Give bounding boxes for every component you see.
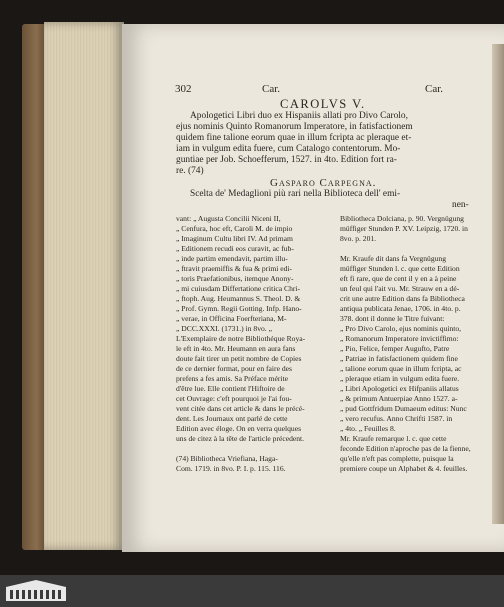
column-line: feconde Edition n'aproche pas de la fienne, — [340, 444, 471, 453]
column-line: müffiger Stunden P. XV. Leipzig, 1720. in — [340, 224, 468, 233]
column-line: un feul qui l'ait vu. Mr. Strauw en a dé- — [340, 284, 460, 293]
column-line: „ talione eorum quae in illum fcripta, ac — [340, 364, 462, 373]
column-line: „ DCC.XXXI. (1731.) in 8vo. „ — [176, 324, 272, 333]
column-line: (74) Bibliotheca Vriefiana, Haga- — [176, 454, 278, 463]
column-line: le eft in 4to. Mr. Heumann en aura fans — [176, 344, 296, 353]
entry-line: quidem fine talione eorum quae in illum fcripta ac pleraque et- — [176, 133, 412, 143]
column-line: Bibliotheca Dolciana, p. 90. Vergnügung — [340, 214, 464, 223]
page-edges — [44, 22, 124, 550]
column-line — [176, 444, 326, 454]
column-line: „ ftoph. Aug. Heumannus S. Theol. D. & — [176, 294, 301, 303]
entry-line: re. (74) — [176, 166, 204, 176]
library-logo-icon — [4, 579, 68, 603]
column-line: crit une autre Edition dans fa Bibliotheca — [340, 294, 465, 303]
column-line: „ 4to. „ Feuilles 8. — [340, 424, 396, 433]
column-line: vant: „ Augusta Concilii Niceni II, — [176, 214, 281, 223]
viewer-footer-bar — [0, 575, 504, 607]
column-line: „ pleraque etiam in vulgum edita fuere. — [340, 374, 460, 383]
left-running-head: Car. — [262, 83, 281, 95]
column-line: „ verae, in Officina Foerfteriana, M- — [176, 314, 287, 323]
column-line: uns de citez à la tête de l'article précedent. — [176, 434, 305, 443]
column-line: „ mi cuiusdam Differtatione critica Chri- — [176, 284, 301, 293]
column-line: Mr. Kraufe dit dans fa Vergnügung — [340, 254, 447, 263]
column-line: „ Cenfura, hoc eft, Caroli M. de impio — [176, 224, 293, 233]
entry-line: Apologetici Libri duo ex Hispaniis allati pro Divo Carolo, — [190, 111, 408, 121]
column-line: „ Romanorum Imperatore invictiffimo: — [340, 334, 459, 343]
column-line: „ Editionem recudi eos curavit, ac fub- — [176, 244, 294, 253]
column-line: qu'elle n'eft pas complette, puisque la — [340, 454, 454, 463]
column-line: „ ftravit praemiffis & fua & primi edi- — [176, 264, 293, 273]
column-line: „ vero recufus. Anno Chrifti 1587. in — [340, 414, 453, 423]
column-line — [340, 244, 486, 254]
column-line: „ & primum Antuerpiae Anno 1527. a- — [340, 394, 458, 403]
column-line: premiere coupe un Alphabet & 4. feuilles. — [340, 464, 468, 473]
column-line: vent citée dans cet article & dans le précé- — [176, 404, 305, 413]
page-number: 302 — [175, 83, 192, 95]
column-line: d'être lue. Elle contient l'Hiftoire de — [176, 384, 285, 393]
facing-page-edge — [492, 44, 504, 524]
column-line: „ Libri Apologetici ex Hifpaniis allatus — [340, 384, 459, 393]
column-line: müffiger Stunden l. c. que cette Edition — [340, 264, 460, 273]
column-line: eft fi rare, que de cent il y en a à peine — [340, 274, 457, 283]
column-line: cet Ouvrage: c'eft pourquoi je l'ai fou- — [176, 394, 292, 403]
right-running-head: Car. — [425, 83, 444, 95]
column-line: „ Patriae in fatisfactionem quidem fine — [340, 354, 458, 363]
column-line: de ce dernier format, pour en faire des — [176, 364, 292, 373]
column-line: „ Imaginum Cultu libri IV. Ad primam — [176, 234, 293, 243]
entry-line: Scelta de' Medaglioni più rari nella Biblioteca dell' emi- — [190, 189, 401, 199]
column-line: „ inde partim emendavit, partim illu- — [176, 254, 288, 263]
column-line: „ Prof. Gymn. Regii Gotting. Infp. Hano- — [176, 304, 302, 313]
right-column — [340, 214, 486, 476]
column-line: Mr. Kraufe remarque l. c. que cette — [340, 434, 447, 443]
column-line: „ toris Praefationibus, itemque Anony- — [176, 274, 294, 283]
entry-heading: CAROLVS V. — [280, 97, 366, 111]
column-line: 8vo. p. 201. — [340, 234, 377, 243]
column-line: doute fait tirer un petit nombre de Copies — [176, 354, 302, 363]
column-line: antiqua publicata Jenae, 1706. in 4to. p. — [340, 304, 461, 313]
entry-line: guntiae per Job. Schoefferum, 1527. in 4to. Edition fort ra- — [176, 155, 397, 165]
entry-line: iam in vulgum edita fuere, cum Catalogo contentorum. Mo- — [176, 144, 401, 154]
column-line: dent. Les Journaux ont parlé de cette — [176, 414, 288, 423]
column-line: L'Exemplaire de notre Bibliothéque Roya- — [176, 334, 306, 343]
entry-line: nen- — [452, 200, 469, 210]
column-line: „ Pio, Felice, femper Augufto, Patre — [340, 344, 450, 353]
entry-heading: Gasparo Carpegna. — [270, 177, 377, 189]
entry-line: ejus nominis Quinto Romanorum Imperatore, in fatisfactionem — [176, 122, 413, 132]
column-line: prefens a fes amis. Sa Préface mérite — [176, 374, 288, 383]
column-line: 378. dont il donne le Titre fuivant: — [340, 314, 445, 323]
left-column — [176, 214, 326, 474]
column-line: Com. 1719. in 8vo. P. I. p. 115. 116. — [176, 464, 286, 473]
column-line: Edition avec éloge. On en verra quelques — [176, 424, 302, 433]
column-line: „ Pro Divo Carolo, ejus nominis quinto, — [340, 324, 462, 333]
column-line: „ pud Gottfridum Dumaeum editus: Nunc — [340, 404, 467, 413]
